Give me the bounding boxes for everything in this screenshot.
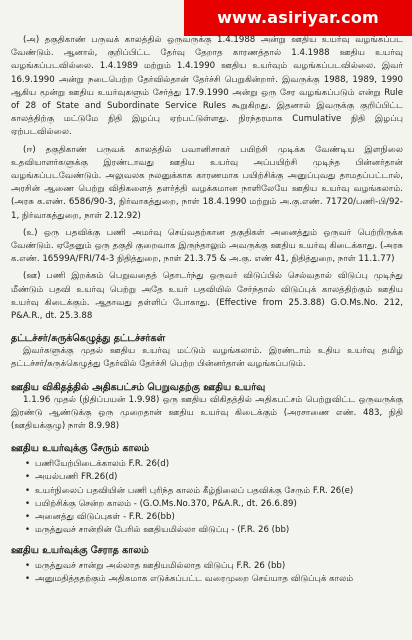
site-banner[interactable]: www.asiriyar.com <box>184 0 412 36</box>
bullet-icon: • <box>25 485 31 496</box>
bullet-icon: • <box>25 525 31 536</box>
bullet-icon: • <box>25 472 31 483</box>
list-item: • உயர்நிலைப் பதவியின் பணி புரிந்த காலம் கீழ்நிலைப் பதவிக்கு சேரும் F.R. 26(e) <box>25 485 403 498</box>
section-heading-typist: தட்டச்சர்/சுருக்கெழுத்து தட்டச்சர்கள் <box>11 333 166 345</box>
bullet-icon: • <box>25 498 31 509</box>
bullet-icon: • <box>25 560 31 571</box>
list-item: • அயல்பணி FR.26(d) <box>25 471 403 484</box>
paragraph-uu: (ஊ) பணி இறக்கம் பெறுவதைத் தொடர்ந்து ஒருவர் விடுப்பில் செல்வதால் விடுப்பு முடிந்து மீண்டும் பதவி உயர்வு பெற்று அதே உயர் பதவியில் சேர்ந்தால் விடுப்புக் காலத்திற்கும் ஊதிய உயர்வு கிடைக்கும். ஆதாவது தள்ளிப் போகாது. (Effective from 25.3.88) G.O.Ms.No. 212, P&A.R., dt. 25.3.88 <box>11 271 403 322</box>
list-item: • மருத்துவச் சான்று அல்லாத ஊதியமில்லாத விடுப்பு F.R. 26 (bb) <box>25 560 403 573</box>
bullet-icon: • <box>25 512 31 523</box>
list-item: • மருத்துவச் சான்றின் பேரில் ஊதியமில்லா விடுப்பு - (F.R. 26 (bb) <box>25 524 403 537</box>
list-item: • அனைத்து விடுப்புகள் - F.R. 26(bb) <box>25 511 403 524</box>
paragraph-a: (அ) தகுதிகாண் பருவக் காலத்தில் ஒருவருக்கு 1.4.1988 அன்று ஊதிய உயர்வு வழங்கப்பட வேண்டும். ஆனால், குறிப்பிட்ட தேர்வு தேறாத காரணத்தால் 1.4.1988 ஊதிய உயர்வு வழங்கப்படவில்லை. 1.4.1989 மற்றும் 1.4.1990 ஊதிய உயர்வும் வழங்கப்படவில்லை. இவர் 16.9.1990 அன்று நடைபெற்ற தேர்வில்தான் தேர்ச்சி பெறுகின்றார். இவருக்கு 1988, 1989, 1990 ஆகிய மூன்று ஊதிய உயர்வுகளும் சேர்த்து 17.9.1990 அன்று ஒரு சேர வழங்கப்படும் என்று Rule of 28 of State and Subordinate Service Rules கூறுகிறது. இதனால் இவருக்கு குறிப்பிட்ட காலத்திற்கு மட்டுமே நிதி இழப்பு ஏற்பட்டுள்ளது. நிரந்தரமாக Cumulative நிதி இழப்பு ஏற்படவில்லை. <box>11 35 403 138</box>
section-heading-not-counted-period: ஊதிய உயர்வுக்கு சேராத காலம் <box>11 544 149 556</box>
list-item: • அனுமதித்ததற்கும் அதிகமாக எடுக்கப்பட்ட வரைமுறை செய்யாத விடுப்புக் காலம் <box>25 573 403 586</box>
not-counted-period-list <box>11 560 403 586</box>
section-body-maximum: 1.1.96 முதல் (நிதிப்பயன் 1.9.98) ஒரு ஊதிய விகிதத்தில் அதிகபட்சம் பெற்றுவிட்ட ஒருவருக்கு இரண்டு ஆண்டுக்கு ஒரு முறைதான் ஊதிய உயர்வு கிடைக்கும் (அரசாணை எண். 483, நிதி (ஊதியக்குழு) நாள் 8.9.98) <box>11 394 403 432</box>
bullet-icon: • <box>25 573 31 584</box>
counted-period-list <box>11 458 403 537</box>
document-body <box>11 14 403 586</box>
section-heading-counted-period: ஊதிய உயர்வுக்கு சேரும் காலம் <box>11 443 150 455</box>
list-item: • பயிற்சிக்கு சென்ற காலம் - (G.O.Ms.No.370, P&A.R., dt. 26.6.89) <box>25 498 403 511</box>
list-item: • பணியேற்பிடைக்காலம் F.R. 26(d) <box>25 458 403 471</box>
paragraph-e: (ஈ) தகுதிகாண் பருவக் காலத்தில் பவானிசாகர் பயிற்சி முடிக்க வேண்டிய இளநிலை உதவியாளர்களுக்கு இரண்டாவது ஊதிய உயர்வு அப்பயிற்சி முடிந்த பின்னர்தான் வழங்கப்படவேண்டும். அலுவலக நலனுக்காக காரணமாக பயிற்சிக்கு அனுப்புவது தாமதப்பட்டால், அரசின் ஆணை பெற்று விதிகளைத் தளர்த்தி வழக்கமான நாளிலேயே ஊதிய உயர்வு வழங்கலாம். (அரசு க.எண். 6586/90-3, நிர்வாகத்துறை, நாள் 18.4.1990 மற்றும் அ.கு.எண். 71720/பணி-பி/92-1, நிர்வாகத்துறை, நாள் 2.12.92) <box>11 144 403 221</box>
section-body-typist: இவர்களுக்கு முதல் ஊதிய உயர்வு மட்டும் வழங்கலாம். இரண்டாம் உதிய உயர்வு தமிழ் தட்டச்சர்/சுருக்கெழுத்து தேர்வில் தேர்ச்சி பெற்ற பின்னர்தான் வழங்கப்படும். <box>11 346 403 370</box>
section-heading-maximum: ஊதிய விகிதத்தில் அதிகபட்சம் பெறுவதற்கு ஊதிய உயர்வு <box>11 381 266 393</box>
paragraph-u: (உ) ஒரு பதவிக்கு பணி அமர்வு செய்வதற்கான தகுதிகள் அனைத்தும் ஒருவர் பெற்றிருக்க வேண்டும். ஏதேனும் ஒரு தகுதி குறைவாக இருந்தாலும் அவருக்கு ஊதிய உயர்வு கிடைக்காது. (அரசு க.எண். 16599A/FRI/74-3 நிதித்துறை, நாள் 21.3.75 & அ.கு. எண் 41, நிதித்துறை, நாள் 11.1.77) <box>11 227 403 265</box>
bullet-icon: • <box>25 459 31 470</box>
